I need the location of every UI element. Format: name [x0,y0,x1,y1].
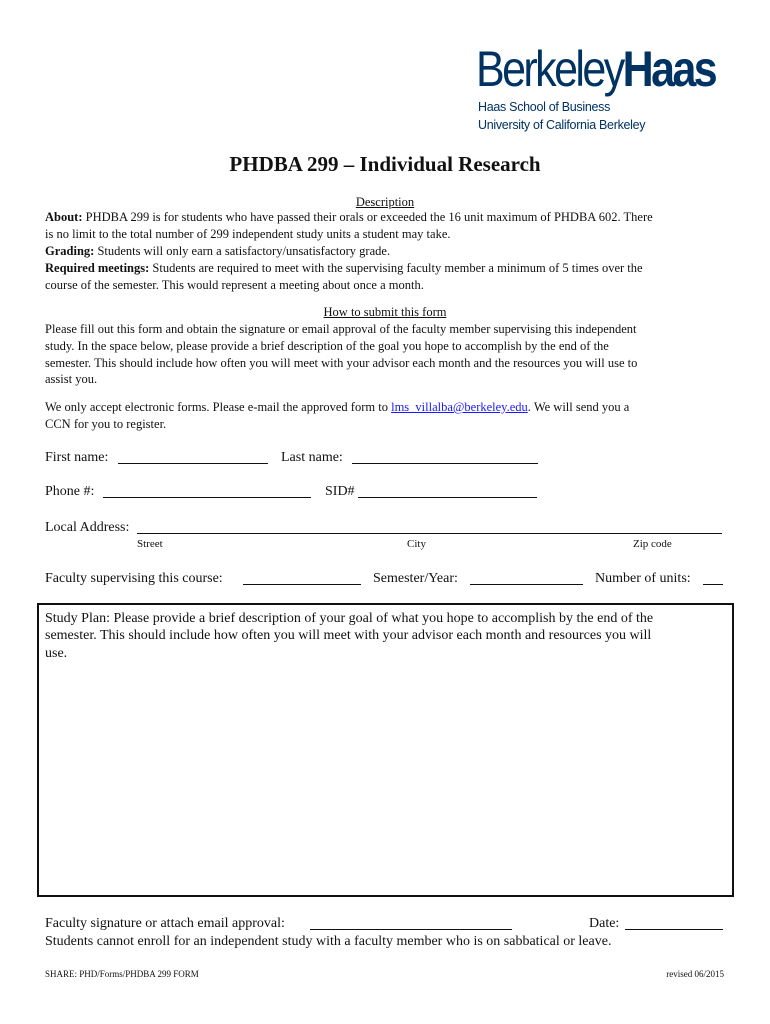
phone-label: Phone #: [45,484,95,499]
units-label: Number of units: [595,571,691,586]
about-paragraph-line1 [45,209,653,226]
meetings-line1 [45,260,643,277]
accept-line1 [45,399,629,416]
local-address-label: Local Address: [45,520,130,535]
last-name-field[interactable] [352,450,538,464]
logo-word-bold: Haas [622,41,716,97]
accept-line2: CCN for you to register. [45,417,167,431]
street-caption: Street [137,538,163,550]
sid-field[interactable] [358,484,537,498]
zip-caption: Zip code [633,538,672,550]
faculty-label: Faculty supervising this course: [45,571,223,586]
submit-heading: How to submit this form [323,305,447,319]
semester-label: Semester/Year: [373,571,458,586]
logo-wordmark [476,41,716,97]
logo-university-line: University of California Berkeley [478,118,646,132]
grading-label: Grading: [45,244,95,258]
about-paragraph-line2: is no limit to the total number of 299 independent study units a student may take. [45,227,451,241]
first-name-label: First name: [45,450,109,465]
phone-field[interactable] [103,484,311,498]
submit-line2: study. In the space below, please provide a brief description of the goal you hope to accomplish by the end of the [45,339,609,353]
grading-line [45,243,390,260]
study-plan-line1: Study Plan: Please provide a brief description of your goal of what you hope to accomplish by the end of the [45,611,654,626]
about-text: PHDBA 299 is for students who have passed their orals or exceeded the 16 unit maximum of PHDBA 602. There [82,210,653,224]
semester-field[interactable] [470,571,583,585]
city-caption: City [407,538,426,550]
submit-line4: assist you. [45,372,98,386]
first-name-field[interactable] [118,450,268,464]
faculty-signature-field[interactable] [310,916,512,930]
page-title: PHDBA 299 – Individual Research [229,152,541,176]
last-name-label: Last name: [281,450,343,465]
meetings-line2: course of the semester. This would represent a meeting about once a month. [45,278,424,292]
submit-line3: semester. This should include how often you will meet with your advisor each month and the resources you will use to [45,356,638,370]
study-plan-box[interactable] [37,603,734,897]
meetings-text: Students are required to meet with the supervising faculty member a minimum of 5 times over the [149,261,643,275]
study-plan-line2: semester. This should include how often you will meet with your advisor each month and resources you will [45,628,652,643]
footer-revised: revised 06/2015 [666,969,724,979]
accept-suffix: . We will send you a [527,400,630,414]
about-label: About: [45,210,83,224]
sid-label: SID# [325,484,355,499]
faculty-signature-label: Faculty signature or attach email approval: [45,916,285,931]
logo-word-light: Berkeley [476,41,623,97]
date-label: Date: [589,916,620,931]
footer-path: SHARE: PHD/Forms/PHDBA 299 FORM [45,969,199,979]
accept-prefix: We only accept electronic forms. Please e-mail the approved form to [45,400,392,414]
study-plan-line3: use. [45,646,68,661]
description-heading: Description [355,195,415,209]
faculty-field[interactable] [243,571,361,585]
meetings-label: Required meetings: [45,261,150,275]
units-field[interactable] [703,571,723,585]
local-address-field[interactable] [137,520,722,534]
grading-text: Students will only earn a satisfactory/unsatisfactory grade. [94,244,391,258]
email-link[interactable]: lms_villalba@berkeley.edu [391,400,528,414]
submit-line1: Please fill out this form and obtain the signature or email approval of the faculty member supervising this independent [45,322,637,336]
sabbatical-note: Students cannot enroll for an independent study with a faculty member who is on sabbatical or leave. [45,934,612,949]
berkeley-haas-logo [476,41,754,97]
date-field[interactable] [625,916,723,930]
logo-school-line: Haas School of Business [478,100,611,114]
